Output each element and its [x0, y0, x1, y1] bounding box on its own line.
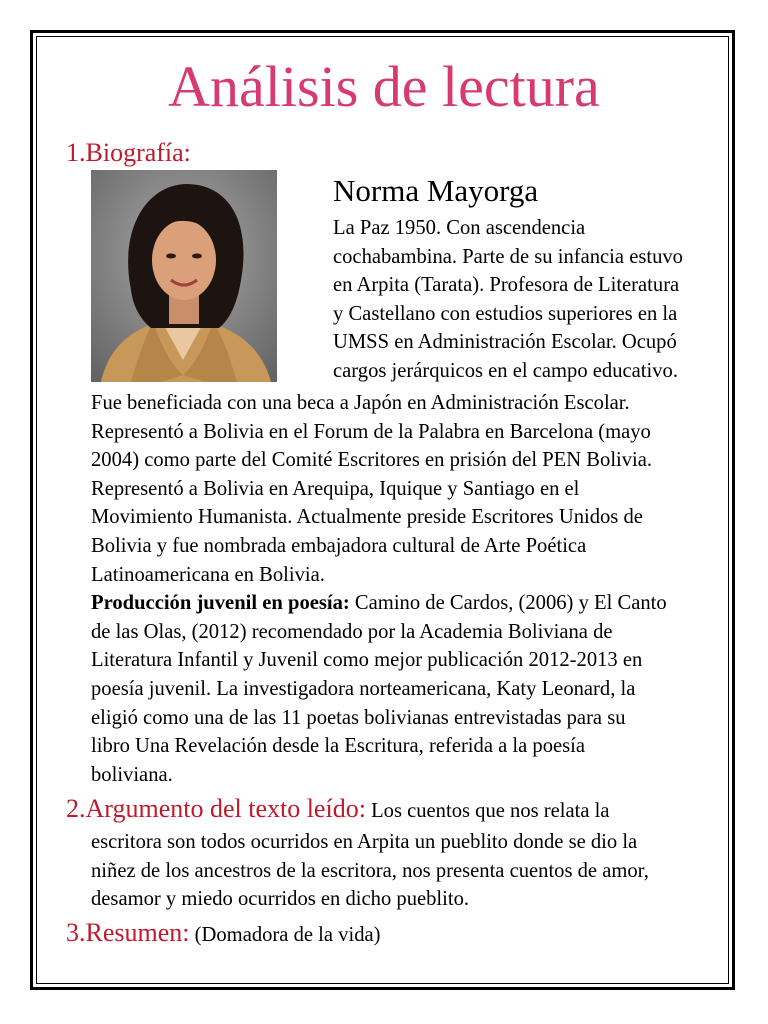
production-line: libro Una Revelación desde la Escritura, referida a la poesía [91, 735, 586, 758]
author-name: Norma Mayorga [333, 173, 539, 208]
production-line: de las Olas, (2012) recomendado por la Academia Boliviana de [91, 620, 613, 643]
argumento-body [66, 828, 736, 914]
argumento-line: escritora son todos ocurridos en Arpita un pueblito donde se dio la [91, 831, 638, 853]
page-title: Análisis de lectura [168, 54, 600, 119]
bio-line: en Arpita (Tarata). Profesora de Literatura [333, 274, 680, 297]
bio-full-width [91, 389, 731, 789]
bio-line: cochabambina. Parte de su infancia estuvo [333, 245, 683, 268]
resumen-text: (Domadora de la vida) [189, 924, 381, 946]
production-line: boliviana. [91, 763, 173, 786]
bio-line: y Castellano con estudios superiores en la [333, 302, 678, 325]
production-line: poesía juvenil. La investigadora norteamericana, Katy Leonard, la [91, 677, 636, 700]
bio-line: Representó a Bolivia en el Forum de la Palabra en Barcelona (mayo [91, 420, 651, 443]
argumento-line: niñez de los ancestros de la escritora, nos presenta cuentos de amor, [91, 859, 649, 882]
bio-line: Fue beneficiada con una beca a Japón en Administración Escolar. [91, 392, 630, 414]
section-heading-text: Biografía: [85, 138, 191, 167]
section-heading [66, 794, 366, 823]
bio-right-column [333, 214, 723, 386]
bio-line: cargos jerárquicos en el campo educativo. [333, 359, 678, 382]
production-text: Camino de Cardos, (2006) y El Canto [349, 592, 667, 615]
production-line: eligió como una de las 11 poetas bolivianas entrevistadas para su [91, 706, 626, 729]
production-line-first [91, 589, 731, 618]
argumento-line: desamor y miedo ocurridos en dicho pueblito. [91, 888, 470, 911]
section-heading-text: Resumen: [85, 918, 190, 947]
section-resumen [66, 918, 381, 952]
author-photo [91, 170, 277, 382]
section-heading-text: Argumento del texto leído: [85, 794, 366, 823]
production-label: Producción juvenil en poesía: [91, 592, 350, 615]
bio-line: Bolivia y fue nombrada embajadora cultural de Arte Poética [91, 534, 587, 557]
bio-line: Latinoamericana en Bolivia. [91, 563, 325, 586]
argumento-text: Los cuentos que nos relata la [365, 800, 610, 822]
section-heading [66, 918, 190, 947]
bio-line: La Paz 1950. Con ascendencia [333, 217, 586, 239]
section-argumento-first-line [66, 794, 736, 828]
bio-line: Movimiento Humanista. Actualmente preside Escritores Unidos de [91, 506, 643, 529]
production-line: Literatura Infantil y Juvenil como mejor publicación 2012-2013 en [91, 649, 643, 672]
section-argumento [66, 794, 736, 914]
bio-line: 2004) como parte del Comité Escritores en prisión del PEN Bolivia. [91, 449, 653, 472]
section-number: 3. [66, 918, 86, 947]
bio-line: Representó a Bolivia en Arequipa, Iquique y Santiago en el [91, 477, 580, 500]
section-number: 1. [66, 138, 86, 167]
author-portrait-image [91, 170, 277, 382]
section-biografia-heading [66, 138, 191, 168]
section-number: 2. [66, 794, 86, 823]
bio-line: UMSS en Administración Escolar. Ocupó [333, 331, 677, 354]
